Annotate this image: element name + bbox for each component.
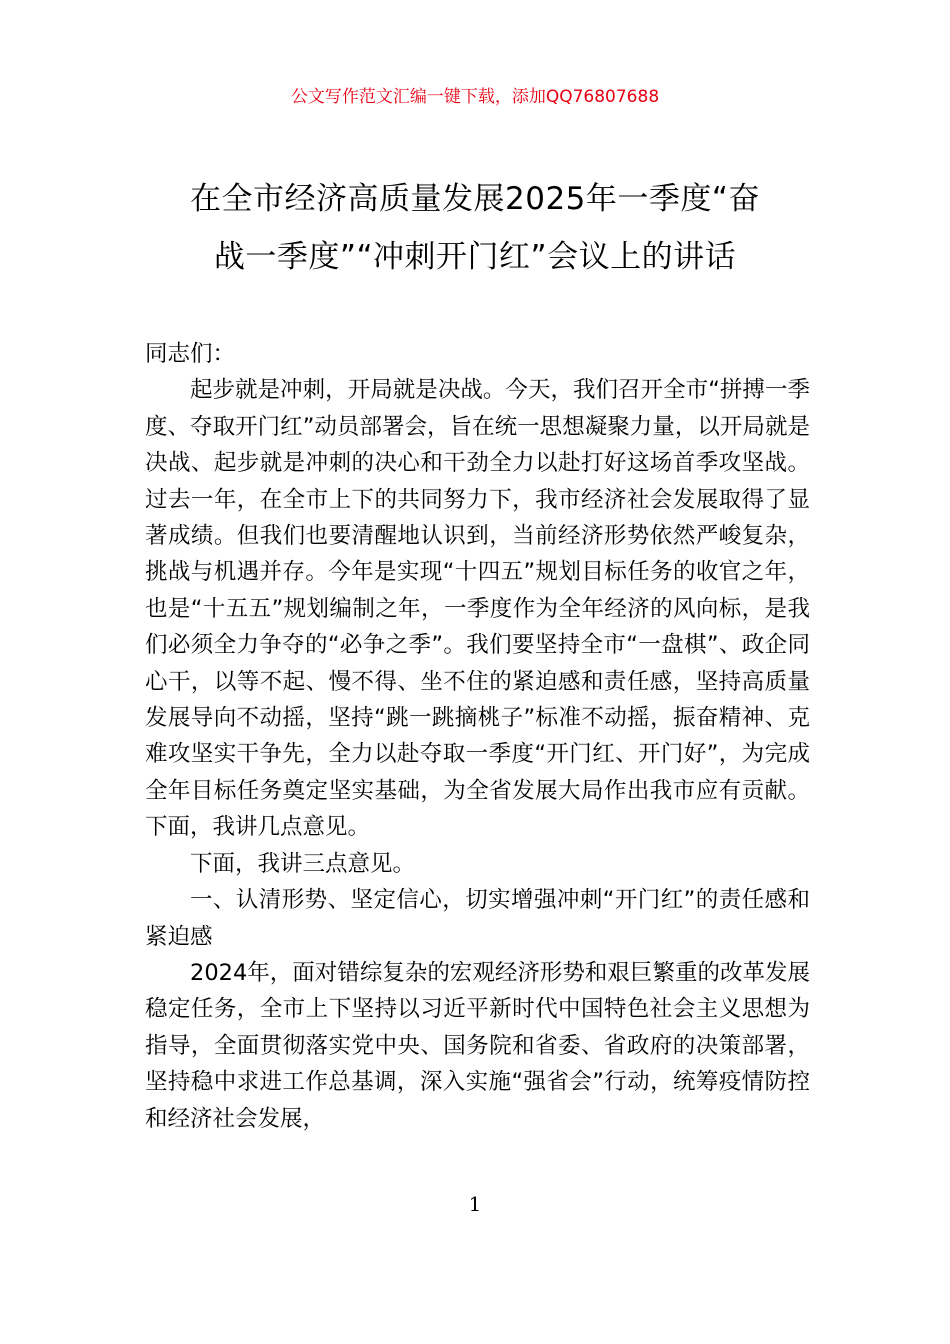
- paragraph-section-1: 2024年，面对错综复杂的宏观经济形势和艰巨繁重的改革发展稳定任务，全市上下坚持以习近平新时代中国特色社会主义思想为指导，全面贯彻落实党中央、国务院和省委、省政府的决策部署，坚持稳中求进工作总基调，深入实施“强省会”行动，统筹疫情防控和经济社会发展，: [145, 959, 810, 1132]
- paragraph-transition: 下面，我讲三点意见。: [190, 850, 416, 877]
- document-title: [120, 170, 830, 286]
- page-number: 1: [468, 1192, 482, 1216]
- title-line-2: 战一季度”“冲刺开门红”会议上的讲话: [213, 239, 737, 275]
- document-body: [145, 336, 810, 1137]
- promo-header: 公文写作范文汇编一键下载，添加QQ76807688: [290, 87, 660, 107]
- title-line-1: 在全市经济高质量发展2025年一季度“奋: [190, 181, 760, 217]
- salutation: 同志们：: [145, 341, 236, 367]
- paragraph-opening: 起步就是冲刺，开局就是决战。今天，我们召开全市“拼搏一季度、夺取开门红”动员部署会，旨在统一思想凝聚力量，以开局就是决战、起步就是冲刺的决心和干劲全力以赴打好这场首季攻坚战。过去一年，在全市上下的共同努力下，我市经济社会发展取得了显著成绩。但我们也要清醒地认识到，当前经济形势依然严峻复杂，挑战与机遇并存。今年是实现“十四五”规划目标任务的收官之年，也是“十五五”规划编制之年，一季度作为全年经济的风向标，是我们必须全力争夺的“必争之季”。我们要坚持全市“一盘棋”、政企同心干，以等不起、慢不得、坐不住的紧迫感和责任感，坚持高质量发展导向不动摇，坚持“跳一跳摘桃子”标准不动摇，振奋精神、克难攻坚实干争先，全力以赴夺取一季度“开门红、开门好”，为完成全年目标任务奠定坚实基础，为全省发展大局作出我市应有贡献。下面，我讲几点意见。: [145, 377, 810, 841]
- section-heading-1: 一、认清形势、坚定信心，切实增强冲刺“开门红”的责任感和紧迫感: [145, 887, 810, 950]
